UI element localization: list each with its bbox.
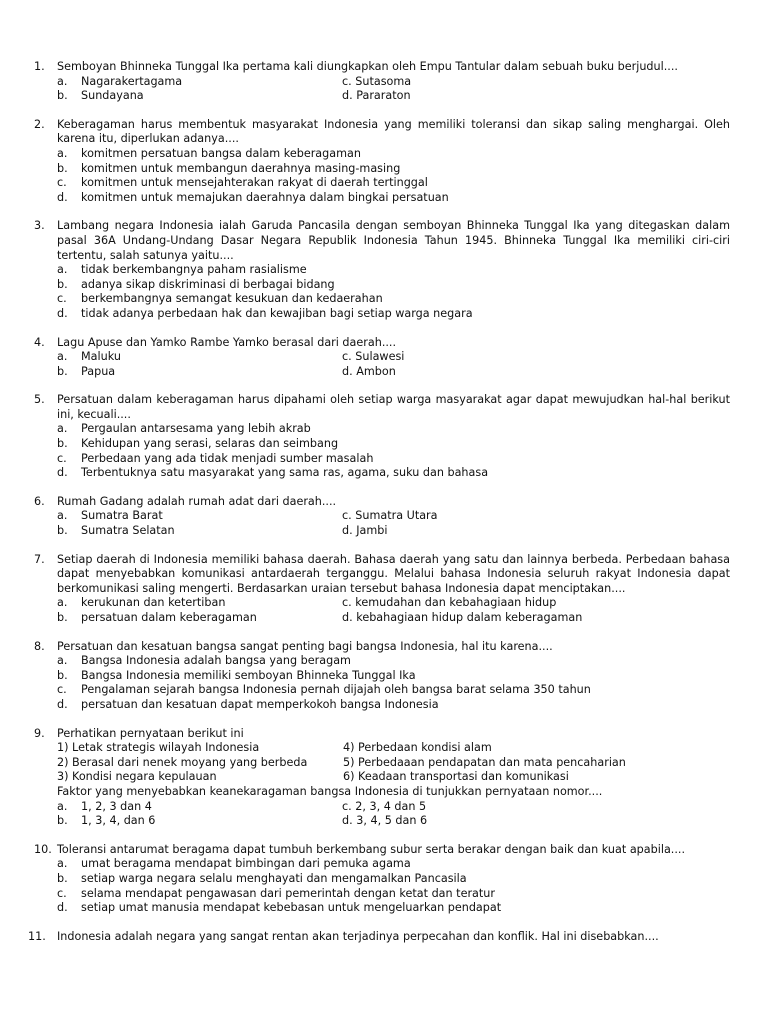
question-11: [0, 930, 768, 945]
option-b: 1, 3, 4, dan 6: [81, 814, 156, 828]
question-text: Perhatikan pernyataan berikut ini: [57, 726, 244, 740]
option-c: selama mendapat pengawasan dari pemerintah dengan ketat dan teratur: [81, 886, 495, 900]
question-text: Toleransi antarumat beragama dapat tumbuh berkembang subur serta berakar dengan baik dan kuat apabila....: [57, 842, 686, 856]
option-letter: a.: [57, 146, 68, 160]
option-letter: a.: [57, 263, 68, 277]
option-letter: b.: [57, 89, 68, 103]
option-letter: c.: [57, 292, 67, 306]
statement-5: 5) Perbedaaan pendapatan dan mata pencaharian: [343, 755, 626, 769]
question-4: [0, 336, 768, 380]
option-a: Nagarakertagama: [81, 74, 183, 88]
question-6: [0, 495, 768, 539]
question-8: [0, 640, 768, 713]
option-letter: a.: [57, 509, 68, 523]
option-c: Pengalaman sejarah bangsa Indonesia pernah dijajah oleh bangsa barat selama 350 tahun: [81, 683, 591, 697]
option-letter: b.: [57, 437, 68, 451]
option-letter: c.: [57, 176, 67, 190]
option-letter: c.: [342, 596, 352, 610]
option-letter: b.: [57, 611, 68, 624]
option-letter: c.: [342, 509, 352, 523]
option-b: persatuan dalam keberagaman: [81, 611, 257, 624]
option-b: Bangsa Indonesia memiliki semboyan Bhinneka Tunggal Ika: [81, 668, 416, 682]
option-a: Maluku: [81, 350, 121, 364]
option-c: berkembangnya semangat kesukuan dan kedaerahan: [81, 292, 383, 306]
option-letter: b.: [57, 814, 68, 828]
option-letter: c.: [57, 886, 67, 900]
option-d: tidak adanya perbedaan hak dan kewajiban bagi setiap warga negara: [81, 306, 473, 320]
option-a: umat beragama mendapat bimbingan dari pemuka agama: [81, 857, 411, 871]
option-letter: a.: [57, 74, 68, 88]
option-letter: d.: [342, 364, 353, 378]
question-number: 5.: [34, 393, 45, 407]
option-letter: d.: [342, 814, 353, 828]
option-a: komitmen persatuan bangsa dalam keberagaman: [81, 146, 361, 160]
question-sheet: [0, 60, 768, 958]
question-number: 10.: [34, 842, 52, 856]
option-b: Sumatra Selatan: [81, 524, 175, 538]
option-letter: c.: [57, 683, 67, 697]
question-number: 6.: [34, 494, 45, 508]
option-letter: d.: [57, 190, 68, 204]
option-b: adanya sikap diskriminasi di berbagai bidang: [81, 277, 335, 291]
question-9: [0, 727, 768, 829]
question-text: Persatuan dan kesatuan bangsa sangat penting bagi bangsa Indonesia, hal itu karena....: [57, 639, 553, 653]
option-d: 3, 4, 5 dan 6: [356, 814, 428, 828]
option-letter: b.: [57, 524, 68, 538]
question-text: Rumah Gadang adalah rumah adat dari daerah....: [57, 494, 337, 508]
statement-3: 3) Kondisi negara kepulauan: [57, 770, 217, 784]
option-c: komitmen untuk mensejahterakan rakyat di daerah tertinggal: [81, 176, 428, 190]
statement-4: 4) Perbedaan kondisi alam: [343, 741, 492, 755]
option-letter: d.: [57, 901, 68, 915]
option-c: 2, 3, 4 dan 5: [355, 799, 427, 813]
question-7: [0, 553, 768, 626]
option-letter: a.: [57, 857, 68, 871]
option-c: kemudahan dan kebahagiaan hidup: [355, 596, 557, 610]
option-d: Pararaton: [356, 89, 411, 103]
question-10: [0, 843, 768, 916]
option-letter: d.: [342, 611, 353, 624]
option-letter: a.: [57, 350, 68, 364]
option-letter: a.: [57, 654, 68, 668]
option-letter: b.: [57, 871, 68, 885]
question-3: [0, 219, 768, 321]
option-c: Sutasoma: [355, 74, 412, 88]
option-a: tidak berkembangnya paham rasialisme: [81, 263, 307, 277]
option-b: setiap warga negara selalu menghayati dan mengamalkan Pancasila: [81, 871, 467, 885]
option-letter: b.: [57, 277, 68, 291]
option-d: persatuan dan kesatuan dapat memperkokoh bangsa Indonesia: [81, 697, 439, 711]
question-5: [0, 393, 768, 481]
question-1: [0, 60, 768, 104]
option-b: komitmen untuk membangun daerahnya masing-masing: [81, 161, 401, 175]
question-number: 1.: [34, 60, 45, 73]
option-b: Papua: [81, 364, 116, 378]
option-d: komitmen untuk memajukan daerahnya dalam bingkai persatuan: [81, 190, 449, 204]
statement-1: 1) Letak strategis wilayah Indonesia: [57, 741, 260, 755]
question-text: Setiap daerah di Indonesia memiliki bahasa daerah. Bahasa daerah yang satu dan lainnya berbeda. Perbedaan bahasa dapat menyebabkan komunikasi antardaerah terganggu. Melalui bahasa Indonesia seluruh rakyat Indonesia dapat berkomunikasi saling mengerti. Berdasarkan uraian tersebut bahasa Indonesia dapat menciptakan....: [57, 552, 730, 595]
option-d: Terbentuknya satu masyarakat yang sama ras, agama, suku dan bahasa: [81, 466, 489, 480]
question-text: Semboyan Bhinneka Tunggal Ika pertama kali diungkapkan oleh Empu Tantular dalam sebuah buku berjudul....: [57, 60, 678, 73]
question-number: 9.: [34, 726, 45, 740]
question-text: Lagu Apuse dan Yamko Rambe Yamko berasal dari daerah....: [57, 335, 397, 349]
question-number: 3.: [34, 219, 45, 233]
option-a: Sumatra Barat: [81, 509, 163, 523]
option-letter: c.: [57, 451, 67, 465]
question-number: 11.: [28, 929, 46, 943]
option-c: Sumatra Utara: [355, 509, 438, 523]
option-letter: a.: [57, 799, 68, 813]
option-a: 1, 2, 3 dan 4: [81, 799, 152, 813]
option-letter: d.: [57, 306, 68, 320]
option-b: Sundayana: [81, 89, 144, 103]
option-b: Kehidupan yang serasi, selaras dan seimbang: [81, 437, 339, 451]
question-number: 8.: [34, 639, 45, 653]
option-letter: b.: [57, 161, 68, 175]
question-text: Lambang negara Indonesia ialah Garuda Pancasila dengan semboyan Bhinneka Tunggal Ika yang ditegaskan dalam pasal 36A Undang-Undang Dasar Negara Republik Indonesia Tahun 1945. Bhinneka Tunggal Ika memiliki ciri-ciri tertentu, salah satunya yaitu....: [57, 219, 730, 262]
option-d: kebahagiaan hidup dalam keberagaman: [356, 611, 583, 624]
question-number: 2.: [34, 117, 45, 131]
option-letter: d.: [342, 89, 353, 103]
option-d: Jambi: [356, 524, 388, 538]
option-letter: a.: [57, 596, 68, 610]
option-d: setiap umat manusia mendapat kebebasan untuk mengeluarkan pendapat: [81, 901, 502, 915]
option-d: Ambon: [356, 364, 396, 378]
option-letter: b.: [57, 668, 68, 682]
question-text: Keberagaman harus membentuk masyarakat Indonesia yang memiliki toleransi dan sikap saling menghargai. Oleh karena itu, diperlukan adanya....: [57, 117, 730, 146]
option-letter: c.: [342, 350, 352, 364]
option-a: Bangsa Indonesia adalah bangsa yang beragam: [81, 654, 351, 668]
option-letter: a.: [57, 422, 68, 436]
option-letter: c.: [342, 74, 352, 88]
option-c: Perbedaan yang ada tidak menjadi sumber masalah: [81, 451, 374, 465]
statement-2: 2) Berasal dari nenek moyang yang berbeda: [57, 755, 308, 769]
question-number: 7.: [34, 552, 45, 566]
question-2: [0, 118, 768, 206]
question-text: Persatuan dalam keberagaman harus dipahami oleh setiap warga masyarakat agar dapat mewujudkan hal-hal berikut ini, kecuali....: [57, 393, 730, 421]
option-letter: c.: [342, 799, 352, 813]
option-letter: d.: [342, 524, 353, 538]
question-followup: Faktor yang menyebabkan keanekaragaman bangsa Indonesia di tunjukkan pernyataan nomor....: [57, 784, 603, 798]
option-letter: d.: [57, 697, 68, 711]
question-text: Indonesia adalah negara yang sangat rentan akan terjadinya perpecahan dan konflik. Hal ini disebabkan....: [57, 929, 659, 943]
option-c: Sulawesi: [355, 350, 405, 364]
option-letter: d.: [57, 466, 68, 480]
option-letter: b.: [57, 364, 68, 378]
statement-6: 6) Keadaan transportasi dan komunikasi: [343, 770, 569, 784]
question-number: 4.: [34, 335, 45, 349]
option-a: kerukunan dan ketertiban: [81, 596, 226, 610]
option-a: Pergaulan antarsesama yang lebih akrab: [81, 422, 311, 436]
